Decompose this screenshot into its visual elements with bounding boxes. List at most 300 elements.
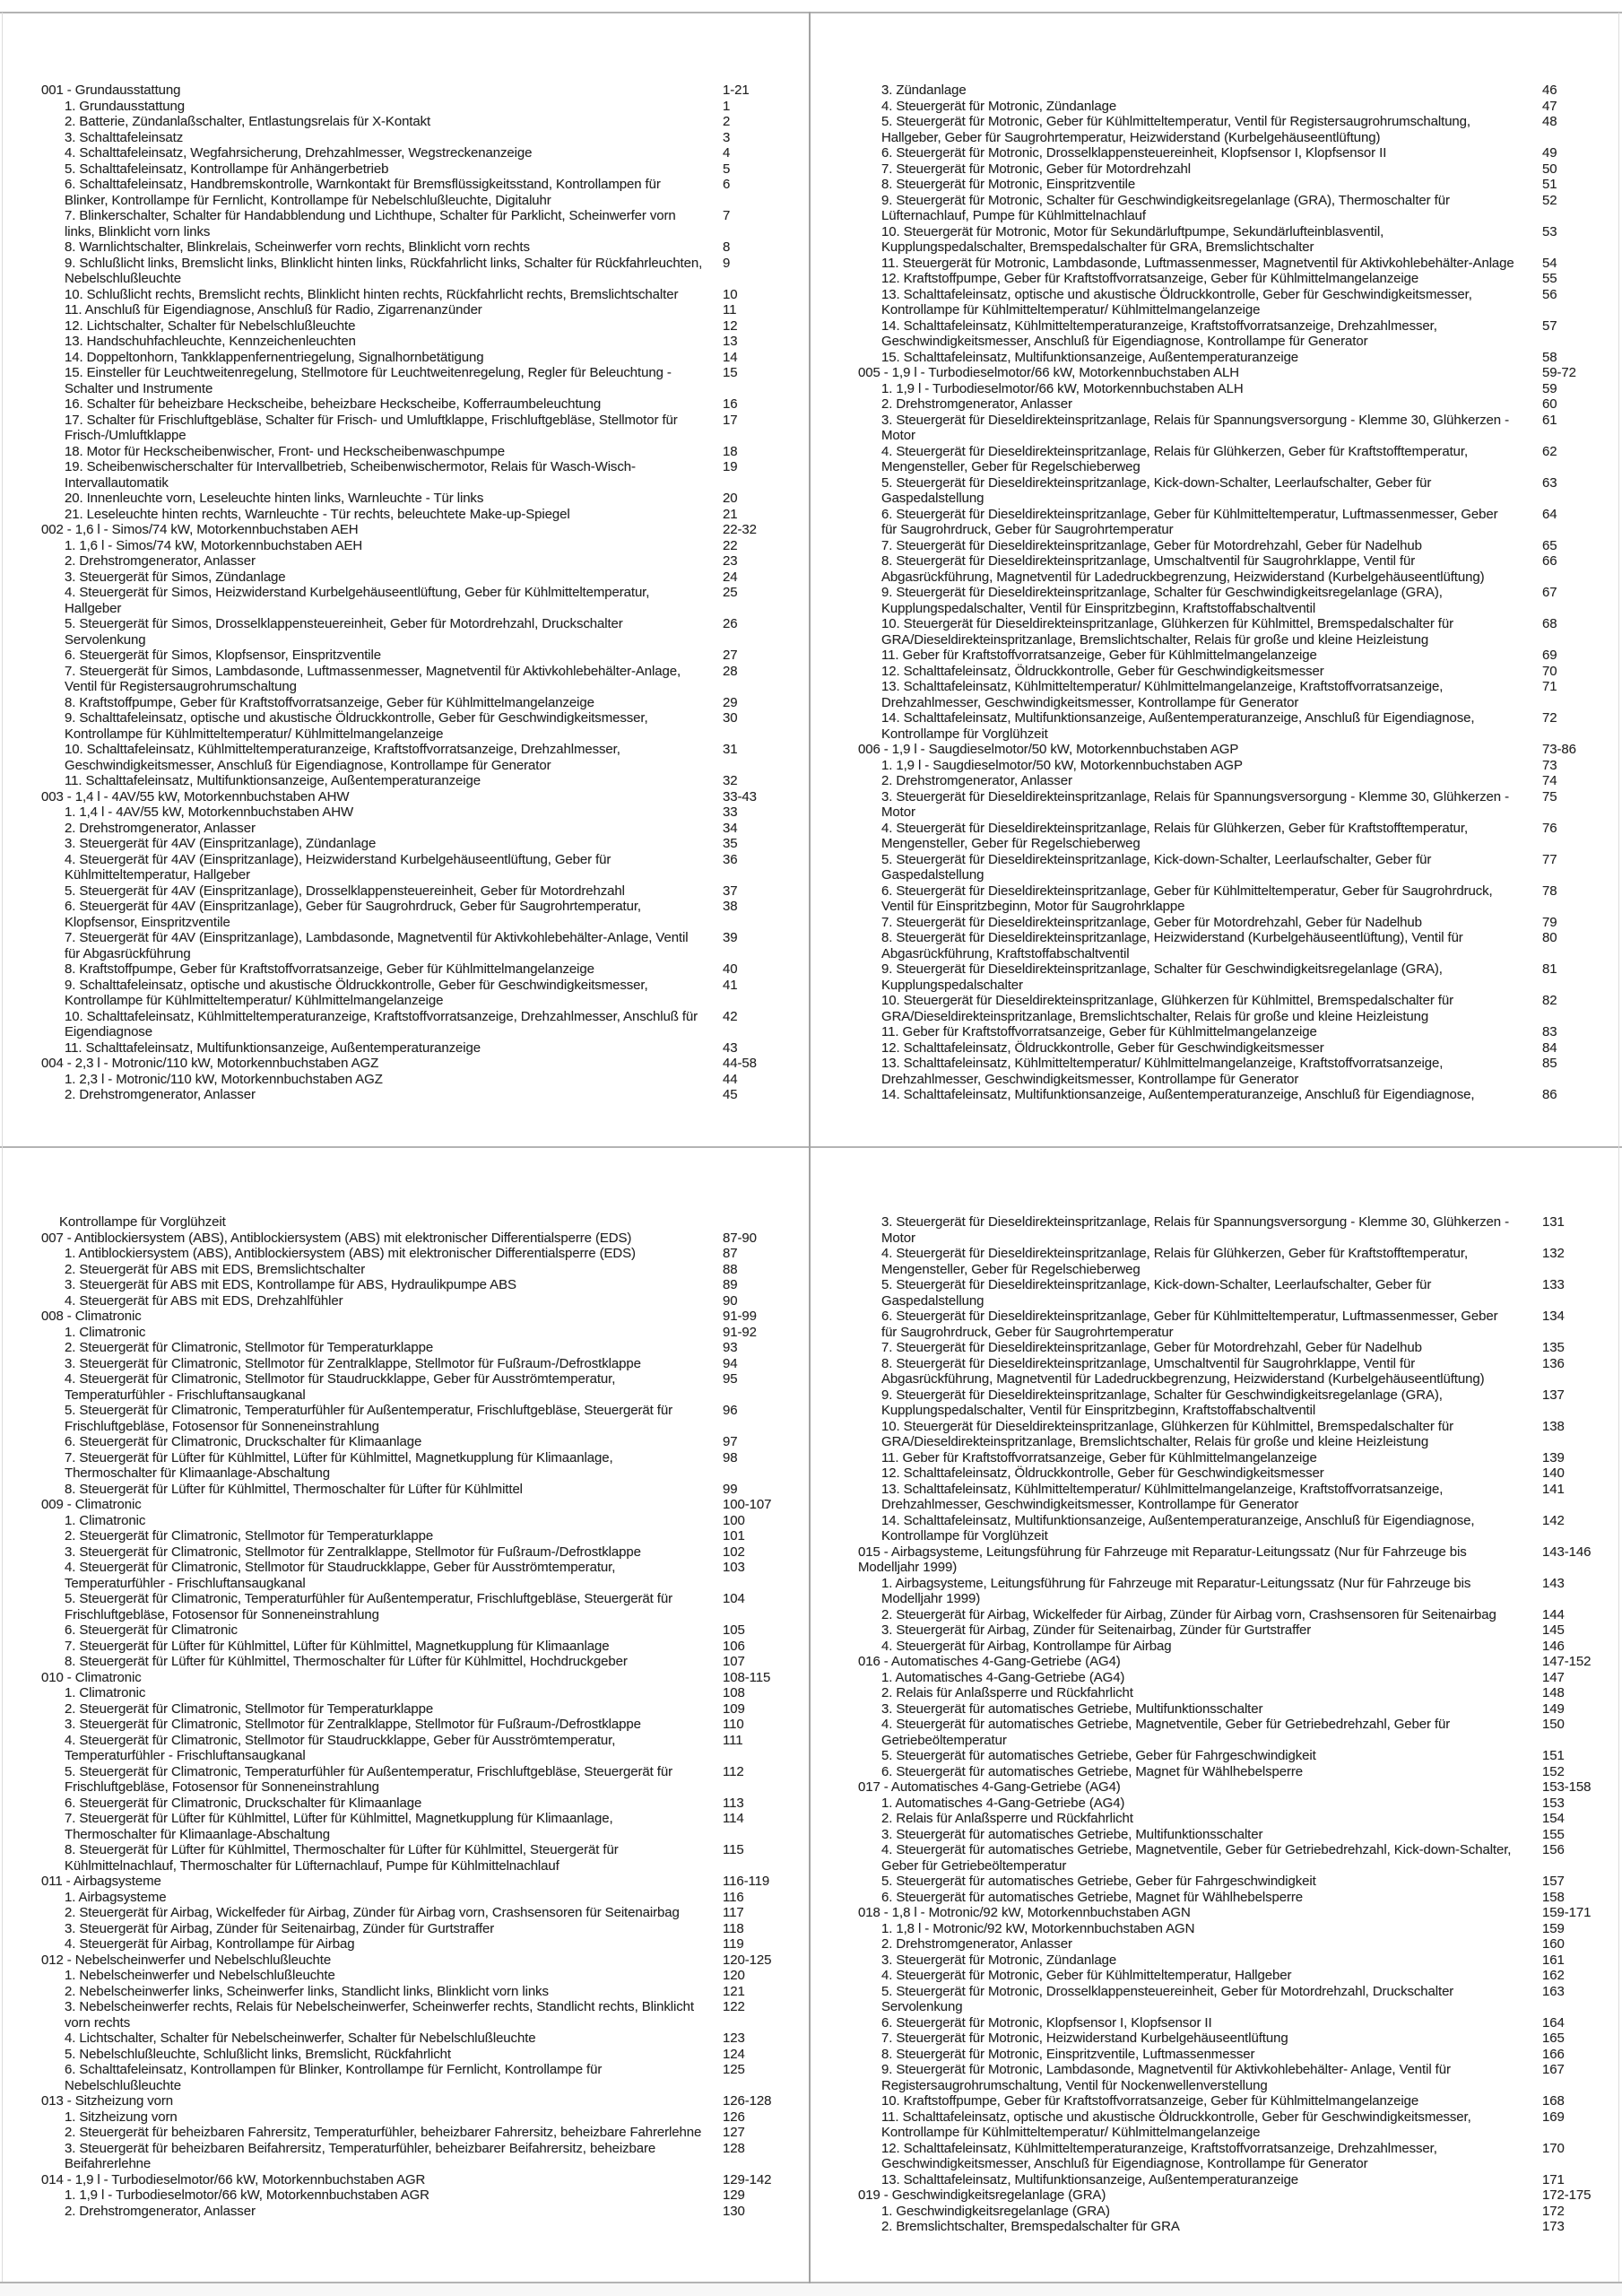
entry-text: 13. Schalttafeleinsatz, Multifunktionsanzeige, Außentemperaturanzeige	[881, 2171, 1299, 2187]
entry-text: 8. Warnlichtschalter, Blinkrelais, Scheinwerfer vorn rechts, Blinklicht vorn rechts	[65, 239, 530, 255]
toc-section-row	[858, 365, 1622, 381]
entry-text: 12. Schalttafeleinsatz, Öldruckkontrolle, Geber für Geschwindigkeitsmesser	[881, 1039, 1324, 1056]
entry-page-number: 59	[1542, 380, 1557, 396]
toc-item-row	[41, 1340, 809, 1356]
toc-item-row	[858, 773, 1622, 789]
entry-page-number: 79	[1542, 914, 1557, 930]
toc-item-row	[41, 1528, 809, 1544]
entry-text: 2. Steuergerät für Climatronic, Stellmotor für Temperaturklappe	[65, 1340, 434, 1355]
entry-page-number: 102	[723, 1544, 745, 1560]
entry-text: 1. 1,9 l - Turbodieselmotor/66 kW, Motorkennbuchstaben AGR	[65, 2187, 429, 2203]
entry-text: 6. Steuergerät für Dieseldirekteinspritzanlage, Geber für Kühlmitteltemperatur, Geber für Saugrohrdruck, Ventil für Einspritzbeginn, Motor für Saugrohrklappe	[881, 883, 1493, 914]
toc-item-row	[41, 883, 809, 900]
entry-page-number: 45	[723, 1087, 738, 1102]
entry-page-number: 37	[723, 883, 738, 899]
entry-page-number: 60	[1542, 396, 1557, 412]
toc-item-row	[858, 2109, 1622, 2141]
toc-page-1	[0, 13, 809, 1146]
entry-page-number: 159-171	[1542, 1905, 1592, 1920]
toc-item-row	[858, 2062, 1622, 2093]
entry-page-number: 55	[1542, 271, 1557, 286]
toc-item-row	[858, 507, 1622, 538]
entry-page-number: 136	[1542, 1355, 1565, 1371]
entry-page-number: 11	[723, 302, 737, 317]
toc-item-row	[858, 2031, 1622, 2047]
entry-page-number: 104	[723, 1591, 745, 1606]
toc-item-row	[41, 1277, 809, 1293]
entry-text: 2. Steuergerät für beheizbaren Fahrersitz, Temperaturfühler, beheizbarer Fahrersitz, beheizbare Fahrerlehne	[65, 2125, 702, 2140]
entry-text: 14. Schalttafeleinsatz, Multifunktionsanzeige, Außentemperaturanzeige, Anschluß für Eigendiagnose, Kontrollampe für Vorglühzeit	[881, 1512, 1475, 1544]
toc-item-row	[41, 899, 809, 930]
toc-item-row	[858, 1576, 1622, 1607]
entry-page-number: 6	[723, 177, 731, 192]
toc-item-row	[41, 99, 809, 115]
entry-page-number: 143	[1542, 1575, 1565, 1591]
entry-text: 2. Steuergerät für Climatronic, Stellmotor für Temperaturklappe	[65, 1700, 434, 1717]
toc-item-row	[41, 365, 809, 396]
entry-text: 005 - 1,9 l - Turbodieselmotor/66 kW, Motorkennbuchstaben ALH	[858, 365, 1239, 380]
toc-item-row	[858, 993, 1622, 1024]
entry-text: 1. 2,3 l - Motronic/110 kW, Motorkennbuchstaben AGZ	[65, 1071, 383, 1087]
entry-text: 3. Steuergerät für Dieseldirekteinspritzanlage, Relais für Spannungsversorgung - Klemme 30, Glühkerzen - Motor	[881, 788, 1509, 820]
entry-page-number: 44	[723, 1071, 738, 1087]
entry-text: 4. Steuergerät für automatisches Getriebe, Magnetventile, Geber für Getriebedrehzahl, Kick-down-Schalter, Geber für Getriebeöltemperatur	[881, 1842, 1512, 1874]
entry-text: Kontrollampe für Vorglühzeit	[59, 1214, 226, 1230]
entry-page-number: 160	[1542, 1936, 1565, 1952]
entry-page-number: 150	[1542, 1717, 1565, 1732]
entry-page-number: 63	[1542, 474, 1557, 491]
entry-text: 3. Steuergerät für Climatronic, Stellmotor für Zentralklappe, Stellmotor für Fußraum-/Defrostklappe	[65, 1355, 641, 1371]
entry-text: 7. Steuergerät für Dieseldirekteinspritzanlage, Geber für Motordrehzahl, Geber für Nadelhub	[881, 914, 1422, 930]
toc-item-row	[41, 318, 809, 335]
entry-page-number: 75	[1542, 788, 1557, 804]
entry-page-number: 67	[1542, 585, 1557, 600]
entry-text: 4. Steuergerät für 4AV (Einspritzanlage), Heizwiderstand Kurbelgehäuseentlüftung, Geber für Kühlmitteltemperatur, Hallgeber	[65, 851, 612, 883]
entry-text: 5. Steuergerät für Simos, Drosselklappensteuereinheit, Geber für Motordrehzahl, Druckschalter Servolenkung	[65, 616, 623, 648]
entry-page-number: 56	[1542, 286, 1557, 302]
toc-item-row	[858, 679, 1622, 710]
toc-section-row	[858, 1779, 1622, 1796]
toc-continuation-row	[41, 1214, 809, 1231]
entry-text: 3. Zündanlage	[881, 83, 967, 98]
entry-page-number: 13	[723, 334, 738, 349]
entry-page-number: 85	[1542, 1056, 1557, 1071]
toc-item-row	[41, 1842, 809, 1874]
entry-page-number: 18	[723, 443, 738, 459]
toc-item-row	[41, 459, 809, 491]
entry-page-number: 26	[723, 616, 738, 631]
toc-item-row	[41, 1811, 809, 1842]
entry-page-number: 159	[1542, 1920, 1565, 1936]
toc-item-row	[41, 1040, 809, 1057]
entry-text: 2. Drehstromgenerator, Anlasser	[881, 773, 1072, 788]
entry-text: 3. Steuergerät für beheizbaren Beifahrersitz, Temperaturfühler, beheizbarer Beifahrersitz, beheizbare Beifahrerlehne	[65, 2140, 656, 2171]
entry-text: 19. Scheibenwischerschalter für Intervallbetrieb, Scheibenwischermotor, Relais für Wasch-Wisch-Intervallautomatik	[65, 459, 636, 491]
entry-page-number: 88	[723, 1261, 738, 1277]
entry-text: 5. Steuergerät für automatisches Getriebe, Geber für Fahrgeschwindigkeit	[881, 1874, 1316, 1889]
toc-item-row	[858, 444, 1622, 475]
entry-page-number: 172	[1542, 2203, 1565, 2219]
entry-text: 11. Schalttafeleinsatz, Multifunktionsanzeige, Außentemperaturanzeige	[65, 773, 481, 788]
toc-item-row	[858, 553, 1622, 585]
toc-item-row	[41, 710, 809, 742]
entry-page-number: 129-142	[723, 2171, 772, 2187]
entry-page-number: 132	[1542, 1246, 1565, 1261]
toc-item-row	[41, 334, 809, 350]
entry-text: 013 - Sitzheizung vorn	[41, 2093, 174, 2109]
entry-text: 1. Climatronic	[65, 1512, 146, 1528]
entry-page-number: 12	[723, 317, 738, 334]
toc-item-row	[858, 2015, 1622, 2031]
entry-page-number: 27	[723, 648, 738, 663]
toc-item-row	[858, 648, 1622, 664]
entry-page-number: 17	[723, 412, 738, 428]
entry-page-number: 116	[723, 1889, 744, 1905]
entry-text: 1. 1,8 l - Motronic/92 kW, Motorkennbuchstaben AGN	[881, 1920, 1195, 1936]
entry-page-number: 171	[1542, 2171, 1565, 2187]
entry-text: 5. Steuergerät für Motronic, Drosselklappensteuereinheit, Geber für Motordrehzahl, Druckschalter Servolenkung	[881, 1983, 1454, 2014]
entry-text: 004 - 2,3 l - Motronic/110 kW, Motorkennbuchstaben AGZ	[41, 1056, 379, 1071]
toc-item-row	[858, 1921, 1622, 1937]
toc-item-row	[41, 287, 809, 303]
entry-text: 7. Steuergerät für 4AV (Einspritzanlage), Lambdasonde, Magnetventil für Aktivkohlebehälter-Anlage, Ventil für Abgasrückführung	[65, 930, 689, 961]
entry-text: 2. Batterie, Zündanlaßschalter, Entlastungsrelais für X-Kontakt	[65, 114, 431, 129]
toc-item-row	[858, 2172, 1622, 2188]
toc-section-row	[41, 1497, 809, 1513]
toc-item-row	[41, 1685, 809, 1701]
entry-page-number: 41	[723, 977, 738, 993]
toc-item-row	[858, 193, 1622, 224]
toc-item-row	[41, 1654, 809, 1670]
entry-page-number: 146	[1542, 1638, 1565, 1654]
entry-page-number: 65	[1542, 537, 1557, 553]
toc-item-row	[41, 145, 809, 161]
entry-text: 1. Automatisches 4-Gang-Getriebe (AG4)	[881, 1795, 1125, 1811]
entry-text: 11. Geber für Kraftstoffvorratsanzeige, Geber für Kühlmittelmangelanzeige	[881, 648, 1317, 663]
entry-page-number: 53	[1542, 223, 1557, 239]
entry-text: 1. Automatisches 4-Gang-Getriebe (AG4)	[881, 1669, 1125, 1685]
entry-text: 9. Steuergerät für Motronic, Schalter für Geschwindigkeitsregelanlage (GRA), Thermoschalter für Lüfternachlauf, Pumpe für Kühlmittelnachlauf	[881, 192, 1450, 223]
entry-text: 5. Steuergerät für Motronic, Geber für Kühlmitteltemperatur, Ventil für Registersaugrohrumschaltung, Hallgeber, Geber für Saugrohrtemperatur, Heizwiderstand (Kurbelgehäuseentlüftung)	[881, 114, 1470, 145]
entry-page-number: 16	[723, 396, 738, 412]
entry-text: 12. Schalttafeleinsatz, Öldruckkontrolle, Geber für Geschwindigkeitsmesser	[881, 1465, 1324, 1481]
toc-item-row	[41, 852, 809, 883]
toc-item-row	[41, 239, 809, 256]
entry-text: 6. Schalttafeleinsatz, Kontrollampen für Blinker, Kontrollampe für Fernlicht, Kontrollampe für Nebelschlußleuchte	[65, 2062, 603, 2093]
entry-page-number: 138	[1542, 1418, 1565, 1434]
entry-page-number: 58	[1542, 349, 1557, 365]
toc-section-row	[41, 1670, 809, 1686]
entry-page-number: 10	[723, 286, 738, 302]
entry-text: 1. 1,9 l - Saugdieselmotor/50 kW, Motorkennbuchstaben AGP	[881, 757, 1243, 773]
entry-page-number: 113	[723, 1795, 744, 1811]
entry-text: 011 - Airbagsysteme	[41, 1874, 161, 1889]
toc-item-row	[858, 1309, 1622, 1340]
entry-text: 4. Schalttafeleinsatz, Wegfahrsicherung, Drehzahlmesser, Wegstreckenanzeige	[65, 145, 533, 161]
entry-page-number: 100	[723, 1512, 745, 1528]
toc-item-row	[858, 710, 1622, 742]
entry-page-number: 135	[1542, 1340, 1565, 1355]
entry-text: 7. Blinkerschalter, Schalter für Handabblendung und Lichthupe, Schalter für Parklicht, Scheinwerfer vorn links, Blinklicht vorn links	[65, 208, 676, 239]
entry-text: 13. Schalttafeleinsatz, Kühlmitteltemperatur/ Kühlmittelmangelanzeige, Kraftstoffvorratsanzeige, Drehzahlmesser, Geschwindigkeitsmesser, Kontrollampe für Generator	[881, 679, 1444, 710]
entry-page-number: 32	[723, 773, 738, 788]
entry-text: 7. Steuergerät für Simos, Lambdasonde, Luftmassenmesser, Magnetventil für Aktivkohlebehälter-Anlage, Ventil für Registersaugrohrumschaltung	[65, 663, 681, 694]
entry-text: 6. Steuergerät für 4AV (Einspritzanlage), Geber für Saugrohrdruck, Geber für Saugrohrtemperatur, Klopfsensor, Einspritzventile	[65, 899, 641, 930]
entry-page-number: 173	[1542, 2219, 1565, 2234]
toc-section-row	[41, 2093, 809, 2109]
entry-page-number: 35	[723, 836, 738, 851]
entry-text: 3. Steuergerät für 4AV (Einspritzanlage), Zündanlage	[65, 836, 377, 851]
entry-text: 3. Steuergerät für automatisches Getriebe, Multifunktionsschalter	[881, 1826, 1263, 1842]
entry-page-number: 95	[723, 1371, 738, 1387]
entry-page-number: 74	[1542, 773, 1557, 788]
toc-item-row	[858, 83, 1622, 99]
toc-item-row	[41, 538, 809, 554]
entry-text: 4. Steuergerät für Climatronic, Stellmotor für Staudruckklappe, Geber für Ausströmtemperatur, Temperaturfühler - Frischluftansaugkanal	[65, 1560, 616, 1591]
toc-item-row	[41, 648, 809, 664]
toc-item-row	[41, 2125, 809, 2141]
entry-text: 8. Steuergerät für Motronic, Einspritzventile	[881, 177, 1136, 192]
entry-page-number: 29	[723, 694, 738, 710]
toc-item-row	[41, 507, 809, 523]
entry-page-number: 133	[1542, 1277, 1565, 1292]
entry-page-number: 87	[723, 1246, 738, 1261]
entry-text: 7. Steuergerät für Lüfter für Kühlmittel, Lüfter für Kühlmittel, Magnetkupplung für Klimaanlage, Thermoschalter für Klimaanlage-Abschaltung	[65, 1811, 613, 1842]
entry-page-number: 139	[1542, 1449, 1565, 1465]
entry-page-number: 117	[723, 1905, 744, 1920]
entry-page-number: 84	[1542, 1039, 1557, 1056]
entry-text: 6. Steuergerät für Dieseldirekteinspritzanlage, Geber für Kühlmitteltemperatur, Luftmassenmesser, Geber für Saugrohrdruck, Geber für Saugrohrtemperatur	[881, 506, 1498, 537]
entry-text: 6. Schalttafeleinsatz, Handbremskontrolle, Warnkontakt für Bremsflüssigkeitsstand, Kontrollampen für Blinker, Kontrollampe für Fernlicht, Kontrollampe für Nebelschlußleuchte, Digitaluhr	[65, 177, 661, 208]
entry-page-number: 47	[1542, 98, 1557, 114]
toc-item-row	[858, 1936, 1622, 1952]
entry-text: 018 - 1,8 l - Motronic/92 kW, Motorkennbuchstaben AGN	[858, 1905, 1191, 1920]
entry-text: 7. Steuergerät für Dieseldirekteinspritzanlage, Geber für Motordrehzahl, Geber für Nadelhub	[881, 537, 1422, 553]
entry-page-number: 39	[723, 930, 738, 945]
entry-text: 010 - Climatronic	[41, 1669, 142, 1685]
entry-text: 20. Innenleuchte vorn, Leseleuchte hinten links, Warnleuchte - Tür links	[65, 491, 484, 506]
entry-page-number: 30	[723, 710, 738, 726]
toc-item-row	[41, 930, 809, 961]
toc-item-row	[858, 664, 1622, 680]
entry-page-number: 89	[723, 1277, 738, 1292]
toc-item-row	[41, 1087, 809, 1103]
toc-item-row	[858, 177, 1622, 193]
toc-item-row	[858, 1387, 1622, 1419]
toc-section-row	[41, 1056, 809, 1072]
entry-text: 11. Schalttafeleinsatz, optische und akustische Öldruckkontrolle, Geber für Geschwindigkeitsmesser, Kontrollampe für Kühlmitteltemperatur/ Kühlmittelmangelanzeige	[881, 2109, 1471, 2140]
toc-item-row	[41, 1513, 809, 1529]
toc-item-row	[858, 1356, 1622, 1387]
toc-item-row	[858, 1465, 1622, 1482]
entry-page-number: 167	[1542, 2062, 1565, 2077]
toc-page-3	[0, 1148, 809, 2282]
toc-item-row	[858, 114, 1622, 145]
entry-page-number: 126-128	[723, 2093, 772, 2109]
toc-item-row	[858, 318, 1622, 350]
entry-page-number: 36	[723, 851, 738, 867]
entry-page-number: 157	[1542, 1874, 1565, 1889]
toc-item-row	[858, 1827, 1622, 1843]
entry-text: 18. Motor für Heckscheibenwischer, Front- und Heckscheibenwaschpumpe	[65, 443, 505, 459]
entry-text: 5. Steuergerät für Dieseldirekteinspritzanlage, Kick-down-Schalter, Leerlaufschalter, Geber für Gaspedalstellung	[881, 851, 1432, 883]
entry-page-number: 99	[723, 1481, 738, 1497]
toc-item-row	[858, 930, 1622, 961]
entry-text: 1. Nebelscheinwerfer und Nebelschlußleuchte	[65, 1968, 335, 1983]
toc-item-row	[41, 1482, 809, 1498]
entry-page-number: 68	[1542, 616, 1557, 631]
toc-item-row	[41, 208, 809, 239]
entry-page-number: 93	[723, 1340, 738, 1355]
entry-page-number: 156	[1542, 1842, 1565, 1857]
entry-page-number: 80	[1542, 930, 1557, 945]
entry-page-number: 148	[1542, 1685, 1565, 1700]
toc-item-row	[41, 1544, 809, 1561]
entry-page-number: 71	[1542, 679, 1557, 694]
toc-item-row	[41, 1936, 809, 1952]
entry-page-number: 127	[723, 2125, 745, 2140]
entry-text: 12. Kraftstoffpumpe, Geber für Kraftstoffvorratsanzeige, Geber für Kühlmittelmangelanzeige	[881, 271, 1419, 286]
entry-text: 2. Steuergerät für ABS mit EDS, Bremslichtschalter	[65, 1261, 366, 1277]
entry-page-number: 28	[723, 663, 738, 679]
toc-item-row	[858, 396, 1622, 413]
entry-page-number: 165	[1542, 2031, 1565, 2046]
entry-page-number: 73-86	[1542, 742, 1576, 757]
entry-text: 2. Nebelscheinwerfer links, Scheinwerfer links, Standlicht links, Blinklicht vorn links	[65, 1983, 549, 1999]
toc-item-row	[858, 99, 1622, 115]
entry-text: 14. Schalttafeleinsatz, Multifunktionsanzeige, Außentemperaturanzeige, Anschluß für Eigendiagnose, Kontrollampe für Vorglühzeit	[881, 710, 1475, 742]
entry-text: 10. Steuergerät für Dieseldirekteinspritzanlage, Glühkerzen für Kühlmittel, Bremspedalschalter für GRA/Dieseldirekteinspritzanlage, Bremslichtschalter, Relais für große und kleine Heizleistung	[881, 1418, 1454, 1449]
entry-text: 3. Steuergerät für Simos, Zündanlage	[65, 569, 286, 585]
entry-page-number: 5	[723, 161, 731, 177]
entry-page-number: 106	[723, 1638, 745, 1654]
toc-item-row	[41, 1403, 809, 1434]
toc-item-row	[858, 1968, 1622, 1984]
toc-section-row	[41, 83, 809, 99]
entry-text: 3. Steuergerät für Airbag, Zünder für Seitenairbag, Zünder für Gurtstraffer	[881, 1622, 1312, 1638]
toc-section-row	[858, 2187, 1622, 2204]
entry-page-number: 168	[1542, 2093, 1565, 2109]
entry-text: 13. Schalttafeleinsatz, Kühlmitteltemperatur/ Kühlmittelmangelanzeige, Kraftstoffvorratsanzeige, Drehzahlmesser, Geschwindigkeitsmesser, Kontrollampe für Generator	[881, 1056, 1444, 1087]
toc-item-row	[41, 1796, 809, 1812]
toc-item-row	[858, 1685, 1622, 1701]
entry-page-number: 3	[723, 129, 731, 145]
toc-item-row	[858, 1984, 1622, 2015]
entry-text: 8. Steuergerät für Motronic, Einspritzventile, Luftmassenmesser	[881, 2046, 1255, 2062]
toc-item-row	[858, 821, 1622, 852]
toc-item-row	[41, 256, 809, 287]
entry-page-number: 158	[1542, 1889, 1565, 1905]
toc-item-row	[858, 758, 1622, 774]
toc-item-row	[41, 1371, 809, 1403]
entry-text: 14. Schalttafeleinsatz, Kühlmitteltemperaturanzeige, Kraftstoffvorratsanzeige, Drehzahlmesser, Geschwindigkeitsmesser, Anschluß für Eigendiagnose, Kontrollampe für Generator	[881, 317, 1437, 349]
entry-page-number: 51	[1542, 177, 1557, 192]
entry-text: 4. Steuergerät für Dieseldirekteinspritzanlage, Relais für Glühkerzen, Geber für Kraftstofftemperatur, Mengensteller, Geber für Regelschieberweg	[881, 443, 1469, 474]
entry-page-number: 145	[1542, 1622, 1565, 1638]
entry-text: 4. Steuergerät für Motronic, Geber für Kühlmitteltemperatur, Hallgeber	[881, 1968, 1292, 1983]
toc-section-row	[858, 1905, 1622, 1921]
entry-page-number: 115	[723, 1842, 744, 1857]
toc-item-row	[858, 1607, 1622, 1623]
entry-page-number: 69	[1542, 648, 1557, 663]
entry-text: 8. Steuergerät für Dieseldirekteinspritzanlage, Umschaltventil für Saugrohrklappe, Ventil für Abgasrückführung, Magnetventil für Ladedruckbegrenzung, Heizwiderstand (Kurbelgehäuseentlüftung)	[881, 553, 1485, 585]
entry-text: 1. Sitzheizung vorn	[65, 2109, 178, 2125]
entry-page-number: 111	[723, 1732, 743, 1748]
toc-item-row	[41, 570, 809, 586]
entry-text: 6. Steuergerät für Climatronic, Druckschalter für Klimaanlage	[65, 1434, 422, 1449]
toc-item-row	[858, 475, 1622, 507]
toc-item-row	[41, 1072, 809, 1088]
entry-page-number: 124	[723, 2046, 745, 2062]
entry-text: 3. Nebelscheinwerfer rechts, Relais für Nebelscheinwerfer, Scheinwerfer rechts, Standlicht rechts, Blinklicht vorn rechts	[65, 1999, 694, 2031]
entry-text: 4. Steuergerät für automatisches Getriebe, Magnetventile, Geber für Getriebedrehzahl, Geber für Getriebeöltemperatur	[881, 1717, 1451, 1748]
toc-item-row	[858, 1246, 1622, 1277]
toc-item-row	[41, 1733, 809, 1764]
entry-text: 12. Schalttafeleinsatz, Kühlmitteltemperaturanzeige, Kraftstoffvorratsanzeige, Drehzahlmesser, Geschwindigkeitsmesser, Anschluß für Eigendiagnose, Kontrollampe für Generator	[881, 2140, 1437, 2171]
entry-text: 015 - Airbagsysteme, Leitungsführung für Fahrzeuge mit Reparatur-Leitungssatz (Nur für Fahrzeuge bis Modelljahr 1999)	[858, 1544, 1467, 1575]
entry-text: 6. Steuergerät für automatisches Getriebe, Magnet für Wählhebelsperre	[881, 1763, 1304, 1779]
entry-text: 6. Steuergerät für Climatronic, Druckschalter für Klimaanlage	[65, 1795, 422, 1811]
entry-text: 2. Drehstromgenerator, Anlasser	[65, 820, 256, 836]
entry-text: 1. 1,6 l - Simos/74 kW, Motorkennbuchstaben AEH	[65, 537, 363, 553]
entry-text: 6. Steuergerät für Motronic, Klopfsensor I, Klopfsensor II	[881, 2014, 1212, 2031]
toc-item-row	[41, 2047, 809, 2063]
entry-page-number: 19	[723, 459, 738, 474]
entry-text: 2. Bremslichtschalter, Bremspedalschalter für GRA	[881, 2219, 1180, 2234]
entry-text: 006 - 1,9 l - Saugdieselmotor/50 kW, Motorkennbuchstaben AGP	[858, 742, 1239, 757]
entry-text: 10. Schlußlicht rechts, Bremslicht rechts, Blinklicht hinten rechts, Rückfahrlicht rechts, Bremslichtschalter	[65, 286, 679, 302]
entry-page-number: 114	[723, 1811, 744, 1826]
entry-page-number: 123	[723, 2031, 745, 2046]
entry-page-number: 140	[1542, 1465, 1565, 1481]
entry-page-number: 153	[1542, 1795, 1565, 1811]
toc-section-row	[858, 742, 1622, 758]
toc-item-row	[858, 585, 1622, 616]
toc-item-row	[41, 491, 809, 507]
entry-text: 017 - Automatisches 4-Gang-Getriebe (AG4)	[858, 1779, 1121, 1795]
entry-page-number: 105	[723, 1622, 745, 1638]
toc-item-row	[41, 616, 809, 648]
toc-item-row	[41, 695, 809, 711]
entry-text: 8. Steuergerät für Lüfter für Kühlmittel, Thermoschalter für Lüfter für Kühlmittel, Steuergerät für Kühlmittelnachlauf, Thermoschalter für Lüfternachlauf, Pumpe für Kühlmittelnachlauf	[65, 1842, 619, 1874]
toc-item-row	[858, 1419, 1622, 1450]
toc-item-row	[858, 350, 1622, 366]
toc-item-row	[41, 978, 809, 1009]
entry-page-number: 44-58	[723, 1056, 757, 1071]
entry-text: 7. Steuergerät für Motronic, Geber für Motordrehzahl	[881, 161, 1191, 177]
entry-page-number: 141	[1542, 1481, 1565, 1497]
entry-page-number: 22	[723, 537, 738, 553]
entry-text: 11. Geber für Kraftstoffvorratsanzeige, Geber für Kühlmittelmangelanzeige	[881, 1024, 1317, 1039]
entry-text: 3. Steuergerät für automatisches Getriebe, Multifunktionsschalter	[881, 1700, 1263, 1717]
entry-text: 8. Kraftstoffpumpe, Geber für Kraftstoffvorratsanzeige, Geber für Kühlmittelmangelanzeige	[65, 694, 594, 710]
entry-text: 7. Steuergerät für Dieseldirekteinspritzanlage, Geber für Motordrehzahl, Geber für Nadelhub	[881, 1340, 1422, 1355]
entry-text: 1. Airbagsysteme	[65, 1889, 167, 1905]
entry-text: 10. Steuergerät für Dieseldirekteinspritzanlage, Glühkerzen für Kühlmittel, Bremspedalschalter für GRA/Dieseldirekteinspritzanlage, Bremslichtschalter, Relais für große und kleine Heizleistung	[881, 993, 1454, 1024]
toc-item-row	[858, 883, 1622, 915]
toc-item-row	[41, 2204, 809, 2220]
entry-text: 5. Steuergerät für Climatronic, Temperaturfühler für Außentemperatur, Frischluftgebläse, Steuergerät für Frischluftgebläse, Fotosensor für Sonneneinstrahlung	[65, 1403, 672, 1434]
entry-text: 4. Steuergerät für Airbag, Kontrollampe für Airbag	[881, 1638, 1172, 1654]
entry-page-number: 120-125	[723, 1952, 772, 1968]
toc-item-row	[41, 2031, 809, 2047]
entry-page-number: 22-32	[723, 522, 757, 537]
entry-text: 7. Steuergerät für Motronic, Heizwiderstand Kurbelgehäuseentlüftung	[881, 2031, 1288, 2046]
entry-page-number: 118	[723, 1920, 744, 1936]
toc-item-row	[858, 381, 1622, 397]
toc-item-row	[858, 1040, 1622, 1057]
toc-item-row	[858, 915, 1622, 931]
